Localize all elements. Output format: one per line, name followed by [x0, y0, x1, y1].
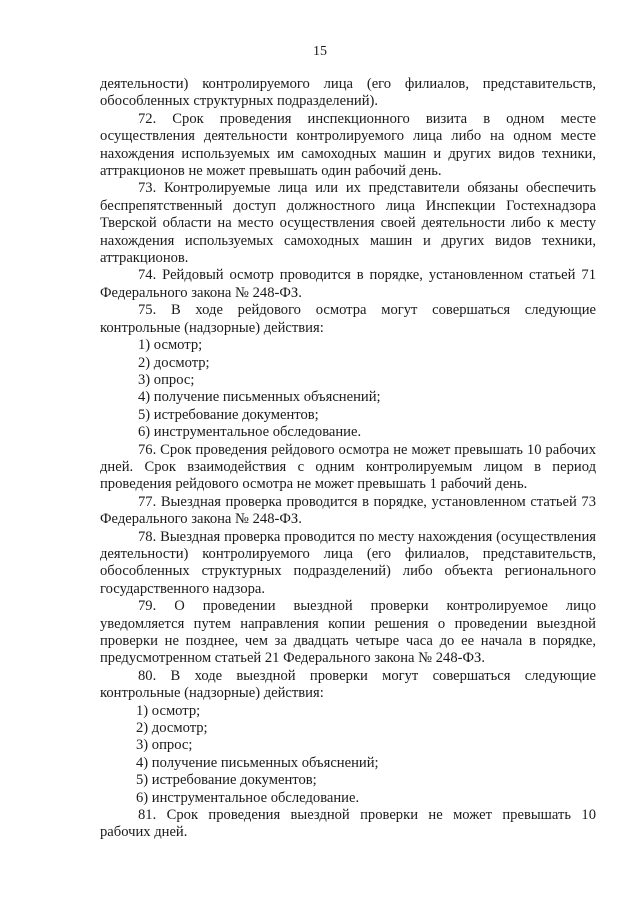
paragraph-72: 72. Срок проведения инспекционного визита в одном месте осуществления деятельности контролируемого лица либо на одном месте нахождения используемых им самоходных машин и других видов техники, аттракционов не может превышать один рабочий день.	[100, 110, 596, 180]
list-item: 6) инструментальное обследование.	[138, 424, 362, 441]
list-item: 5) истребование документов;	[136, 772, 317, 789]
list-item: 2) досмотр;	[136, 720, 208, 737]
list-item: 6) инструментальное обследование.	[136, 789, 360, 806]
list-item: 2) досмотр;	[138, 354, 210, 371]
paragraph-continuation: деятельности) контролируемого лица (его филиалов, представительств, обособленных структурных подразделений).	[100, 76, 596, 110]
paragraph-73: 73. Контролируемые лица или их представители обязаны обеспечить беспрепятственный доступ должностного лица Инспекции Гостехнадзора Тверской области на место осуществления своей деятельности либо к месту нахождения используемых самоходных машин и других видов техники, аттракционов.	[100, 180, 596, 267]
paragraph-79: 79. О проведении выездной проверки контролируемое лицо уведомляется путем направления копии решения о проведении выездной проверки не позднее, чем за двадцать четыре часа до ее начала в порядке, предусмотренном статьей 21 Федерального закона № 248-ФЗ.	[100, 598, 596, 667]
paragraph-75: 75. В ходе рейдового осмотра могут совершаться следующие контрольные (надзорные) действия:	[100, 302, 596, 336]
paragraph-80: 80. В ходе выездной проверки могут совершаться следующие контрольные (надзорные) действия:	[100, 667, 596, 702]
list-item: 4) получение письменных объяснений;	[136, 754, 379, 771]
document-body	[100, 76, 596, 842]
page-number: 15	[313, 44, 327, 59]
list-item: 3) опрос;	[136, 737, 193, 754]
list-item: 1) осмотр;	[136, 702, 201, 719]
paragraph-76: 76. Срок проведения рейдового осмотра не может превышать 10 рабочих дней. Срок взаимодействия с одним контролируемым лицом в период проведения рейдового осмотра не может превышать 1 рабочий день.	[100, 441, 596, 493]
list-item: 1) осмотр;	[138, 337, 203, 354]
paragraph-74: 74. Рейдовый осмотр проводится в порядке, установленном статьей 71 Федерального закона № 248-ФЗ.	[100, 267, 596, 301]
paragraph-78: 78. Выездная проверка проводится по месту нахождения (осуществления деятельности) контролируемого лица (его филиалов, представительств, обособленных структурных подразделений) либо объекта регионального государственного надзора.	[100, 528, 596, 597]
list-item: 5) истребование документов;	[138, 406, 319, 423]
paragraph-77: 77. Выездная проверка проводится в порядке, установленном статьей 73 Федерального закона № 248-ФЗ.	[100, 493, 596, 528]
list-item: 3) опрос;	[138, 371, 195, 388]
paragraph-81: 81. Срок проведения выездной проверки не может превышать 10 рабочих дней.	[100, 807, 596, 841]
list-item: 4) получение письменных объяснений;	[138, 389, 381, 406]
